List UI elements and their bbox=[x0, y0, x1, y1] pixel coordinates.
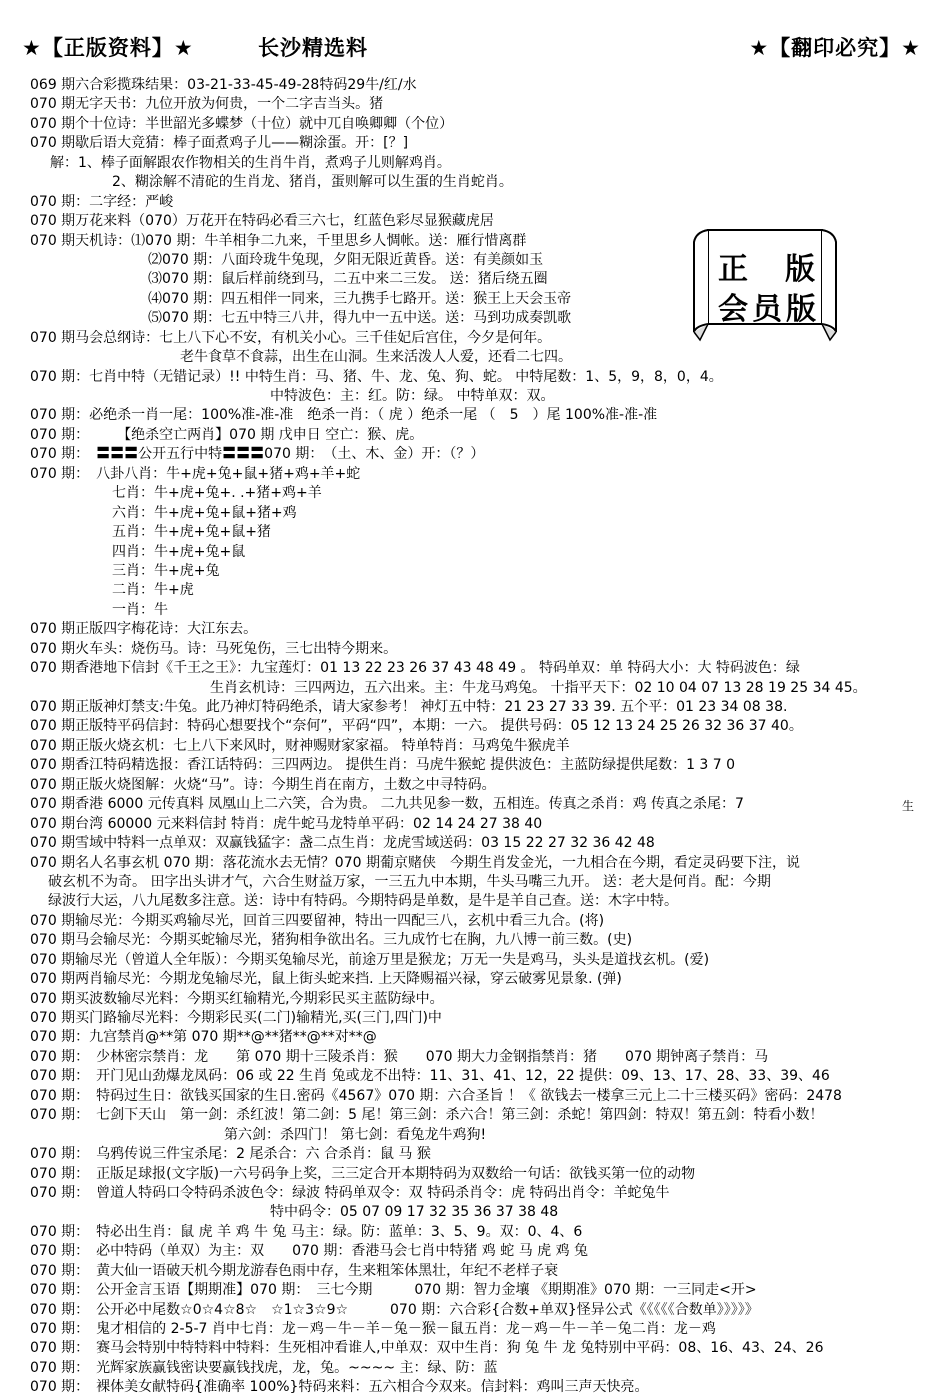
header-right-tag: ★【翻印必究】★ bbox=[749, 36, 921, 60]
text-line: 七肖：牛+虎+兔+. .+猪+鸡+羊 bbox=[112, 485, 322, 502]
text-line: 070 期正版火烧图解：火烧“马”。诗：今期生肖在南方，土数之中寻特码。 bbox=[30, 776, 496, 793]
badge-member-edition: 会员版 bbox=[718, 292, 820, 327]
text-line: 070 期： 七剑下天山 第一剑：杀红波！第二剑：5 尾！第三剑：杀六合！第三剑：杀蛇！第四剑：特双！第五剑：特看小数！ bbox=[30, 1107, 824, 1124]
text-line: 070 期买门路输尽光料：今期彩民买(二门)输精光,买(三门,四门)中 bbox=[30, 1010, 442, 1026]
text-line: 070 期香港地下信封《千王之王》：九宝莲灯：01 13 22 23 26 37 43 48 49 。 特码单双：单 特码大小：大 特码波色：绿 bbox=[30, 660, 800, 677]
text-line: 五肖：牛+虎+兔+鼠+猪 bbox=[112, 524, 271, 541]
text-line: 070 期正版四字梅花诗：大江东去。 bbox=[30, 621, 258, 638]
text-line: 070 期：必绝杀一肖一尾：100%准-准-准 绝杀一肖：（ 虎 ）绝杀一尾 （ 5 ）尾 100%准-准-准 bbox=[30, 407, 658, 424]
text-line: 070 期： 少林密宗禁肖：龙 第 070 期十三陵杀肖：猴 070 期大力金钢指禁肖：猪 070 期钟离子禁肖：马 bbox=[30, 1048, 769, 1065]
text-line: ⑸070 期：七五中特三八井，得九中一五中送。送：马到功成奏凯歌 bbox=[148, 310, 572, 327]
text-line: 070 期马会输尽光：今期买蛇输尽光，猪狗相争欲出名。三九成竹七在胸，九八博一前三数。(史) bbox=[30, 932, 633, 949]
text-line: 070 期正版神灯禁支:牛兔。此乃神灯特码绝杀，请大家参考！ 神灯五中特：21 23 27 33 39. 五个平：01 23 34 08 38. bbox=[30, 699, 788, 715]
text-line: 070 期输尽光（曾道人全年版）：今期买兔输尽光，前途万里是猴龙；万无一失是鸡马，头头是道找玄机。(爱) bbox=[30, 951, 710, 968]
badge-char-zheng: 正 bbox=[718, 252, 748, 287]
text-line: 070 期： 特码过生日：欲钱买国家的生日.密码《4567》070 期：六合圣旨 ！《 欲钱去一楼拿三元上二十三楼买码》密码：2478 bbox=[30, 1087, 842, 1104]
text-line: 070 期两肖输尽光：今期龙兔输尽光，鼠上街头蛇来挡. 上天降赐福兴禄，穿云破雾见景象. (弹) bbox=[30, 971, 622, 988]
header-left-tag: ★【正版资料】★ bbox=[22, 36, 194, 60]
text-line: 070 期： 必中特码（单双）为主：双 070 期：香港马会七肖中特猪 鸡 蛇 马 虎 鸡 兔 bbox=[30, 1243, 589, 1260]
text-line: 老牛食草不食蒜，出生在山洞。生来活泼人人爱，还看二七四。 bbox=[180, 349, 572, 366]
text-line: 070 期： 乌鸦传说三件宝杀尾：2 尾杀合：六 合杀肖：鼠 马 猴 bbox=[30, 1146, 431, 1163]
text-line: 特中码令：05 07 09 17 32 35 36 37 38 48 bbox=[270, 1204, 559, 1221]
text-line: ⑵070 期：八面玲珑牛兔现，夕阳无限近黄昏。送：有美颜如玉 bbox=[148, 251, 544, 268]
text-line: 070 期香江特码精选报：香江话特码：三四两边。 提供生肖：马虎牛猴蛇 提供波色：主蓝防绿提供尾数：1 3 7 0 bbox=[30, 757, 736, 774]
text-line: 二肖：牛+虎 bbox=[112, 582, 194, 599]
text-line: 070 期雪域中特料一点单双：双赢钱猛字：盏二点生肖：龙虎雪域送码：03 15 22 27 32 36 42 48 bbox=[30, 835, 655, 852]
text-line: 070 期万花来料（070）万花开在特码必看三六七，红蓝色彩尽显猴藏虎居 bbox=[30, 213, 494, 230]
text-line: 070 期香港 6000 元传真料 凤凰山上二六笑，合为贵。 二九共见参一数，五相连。传真之杀肖：鸡 传真之杀尾：7 bbox=[30, 796, 744, 813]
text-line: 070 期天机诗：⑴070 期：牛羊相争二九来，千里思乡人惆帐。送：雁行惜离群 bbox=[30, 232, 527, 249]
text-line: 069 期六合彩揽珠结果：03-21-33-45-49-28特码29牛/红/水 bbox=[30, 77, 417, 93]
text-line: 解：1、棒子面解跟农作物相关的生肖牛肖，煮鸡子儿则解鸡肖。 bbox=[50, 154, 451, 171]
text-line: 三肖：牛+虎+兔 bbox=[112, 562, 220, 579]
text-line: 070 期无字天书：九位开放为何贵，一个二字吉当头。猪 bbox=[30, 96, 384, 113]
text-line: 070 期台湾 60000 元来料信封 特肖：虎牛蛇马龙特单平码：02 14 24 27 38 40 bbox=[30, 815, 543, 832]
text-line: 生肖玄机诗：三四两边，五六出来。主：牛龙马鸡兔。 十指平天下：02 10 04 07 13 28 19 25 34 45。 bbox=[210, 679, 867, 696]
text-line: 070 期： 八卦八肖：牛+虎+兔+鼠+猪+鸡+羊+蛇 bbox=[30, 465, 361, 482]
text-line: 070 期： 光辉家族赢钱密诀要赢钱找虎，龙，兔。~~~~ 主：绿、防：蓝 bbox=[30, 1359, 498, 1376]
content-lines bbox=[30, 76, 925, 1398]
text-line: 070 期正版特平码信封：特码心想要找个“奈何”，平码“四”，本期：一六。 提供号码：05 12 13 24 25 26 32 36 37 40。 bbox=[30, 718, 803, 735]
text-line: 070 期： 赛马会特别中特特料中特料：生死相冲看谁人,中单双：双中生肖：狗 兔 牛 龙 兔特别中平码：08、16、43、24、26 bbox=[30, 1340, 824, 1357]
text-line: 070 期输尽光：今期买鸡输尽光，回首三四要留神，特出一四配三八，玄机中看三九合。(将) bbox=[30, 912, 605, 929]
text-line: 2、糊涂解不清砣的生肖龙、猪肖，蛋则解可以生蛋的生肖蛇肖。 bbox=[112, 174, 513, 191]
page-title: 长沙精选料 bbox=[258, 36, 368, 60]
text-line: 070 期： 开门见山劲爆龙凤码：06 或 22 生肖 兔或龙不出特：11、31、41、12，22 提供：09、13、17、28、33、39、46 bbox=[30, 1068, 830, 1085]
text-line: 070 期： 公开必中尾数☆0☆4☆8☆ ☆1☆3☆9☆ 070 期：六合彩{合数+单双}怪异公式《《《《《合数单》》》》》 bbox=[30, 1301, 759, 1318]
text-line: 070 期： 鬼才相信的 2-5-7 肖中七肖：龙－鸡－牛－羊－兔－猴－鼠五肖：龙－鸡－牛－羊－兔二肖：龙－鸡 bbox=[30, 1321, 716, 1337]
text-line: 破玄机不为奇。 田字出头讲才气，六合生财益万家，一三五九中本期，牛头马嘴三九开。 送：老大是何肖。配：今期 bbox=[48, 873, 771, 890]
text-line: 070 期个十位诗：半世韶光多蝶梦（十位）就中兀自唤卿卿（个位） bbox=[30, 115, 454, 132]
text-line: 四肖：牛+虎+兔+鼠 bbox=[112, 543, 246, 560]
text-line: 070 期马会总纲诗：七上八下心不安，有机关小心。三千佳妃后宫住，今夕是何年。 bbox=[30, 329, 552, 346]
text-line: 070 期：九宫禁肖@**第 070 期**@**猪**@**对**@ bbox=[30, 1029, 377, 1046]
text-line: ⑷070 期：四五相伴一同来，三九携手七路开。送：猴王上天会玉帝 bbox=[148, 290, 572, 307]
stray-mark: 生 bbox=[902, 799, 915, 813]
badge-char-ban: 版 bbox=[785, 252, 815, 287]
text-line: 070 期： 裸体美女献特码{准确率 100%}特码来料：五六相合今双来。信封料：鸡叫三声天快亮。 bbox=[30, 1379, 649, 1396]
text-line: 070 期： 【绝杀空亡两肖】070 期 戊申日 空亡：猴、虎。 bbox=[30, 426, 424, 443]
text-line: 第六剑：杀四门！ 第七剑：看兔龙牛鸡狗! bbox=[224, 1126, 487, 1143]
text-line: ⑶070 期：鼠后样前绕到马，二五中来二三发。 送：猪后绕五圈 bbox=[148, 271, 548, 288]
text-line: 070 期：二字经：严峻 bbox=[30, 193, 174, 210]
text-line: 070 期： 特必出生肖：鼠 虎 羊 鸡 牛 兔 马主：绿。防：蓝单：3、5、9。双：0、4、6 bbox=[30, 1223, 583, 1240]
text-line: 070 期： 黄大仙一语破天机今期龙游春色雨中存，生来粗笨体黑壮，年纪不老样子衰 bbox=[30, 1262, 559, 1279]
text-line: 070 期火车头：烧伤马。诗：马死兔伤，三七出特今期来。 bbox=[30, 640, 398, 657]
text-line: 070 期歇后语大竞猜：棒子面煮鸡子儿——糊涂蛋。开：[？] bbox=[30, 135, 409, 152]
text-line: 中特波色：主：红。防：绿。 中特单双：双。 bbox=[270, 388, 555, 404]
text-line: 070 期正版火烧玄机：七上八下来风时，财神赐财家家福。 特单特肖：马鸡兔牛猴虎羊 bbox=[30, 737, 570, 754]
text-line: 070 期： 〓〓〓公开五行中特〓〓〓070 期： （土、木、金）开：（？） bbox=[30, 446, 485, 463]
text-line: 一肖：牛 bbox=[112, 601, 168, 618]
text-line: 070 期名人名事玄机 070 期：落花流水去无情？070 期葡京赌侠 今期生肖发金光，一九相合在今期，看定灵码要下注，说 bbox=[30, 854, 800, 871]
text-line: 070 期： 曾道人特码口令特码杀波色令：绿波 特码单双令：双 特码杀肖令：虎 特码出肖令：羊蛇兔牛 bbox=[30, 1184, 670, 1201]
text-line: 070 期： 正版足球报(文字版)一六号码争上奖，三三定合开本期特码为双数给一句话：欲钱买第一位的动物 bbox=[30, 1165, 696, 1182]
text-line: 六肖：牛+虎+兔+鼠+猪+鸡 bbox=[112, 504, 297, 521]
text-line: 070 期：七肖中特（无错记录）!! 中特生肖：马、猪、牛、龙、兔、狗、蛇。 中特尾数：1、5，9，8，0，4。 bbox=[30, 368, 723, 385]
text-line: 绿波行大运，八九尾数多注意。送：诗中有特码。今期特码是单数，是牛是羊自己查。送：木字中特。 bbox=[48, 893, 678, 910]
text-line: 070 期： 公开金言玉语【期期准】070 期： 三七今期 070 期：智力金壤 《期期准》070 期：一三同走<开> bbox=[30, 1282, 757, 1299]
text-line: 070 期买波数输尽光料：今期买红输精光,今期彩民买主蓝防绿中。 bbox=[30, 990, 444, 1007]
